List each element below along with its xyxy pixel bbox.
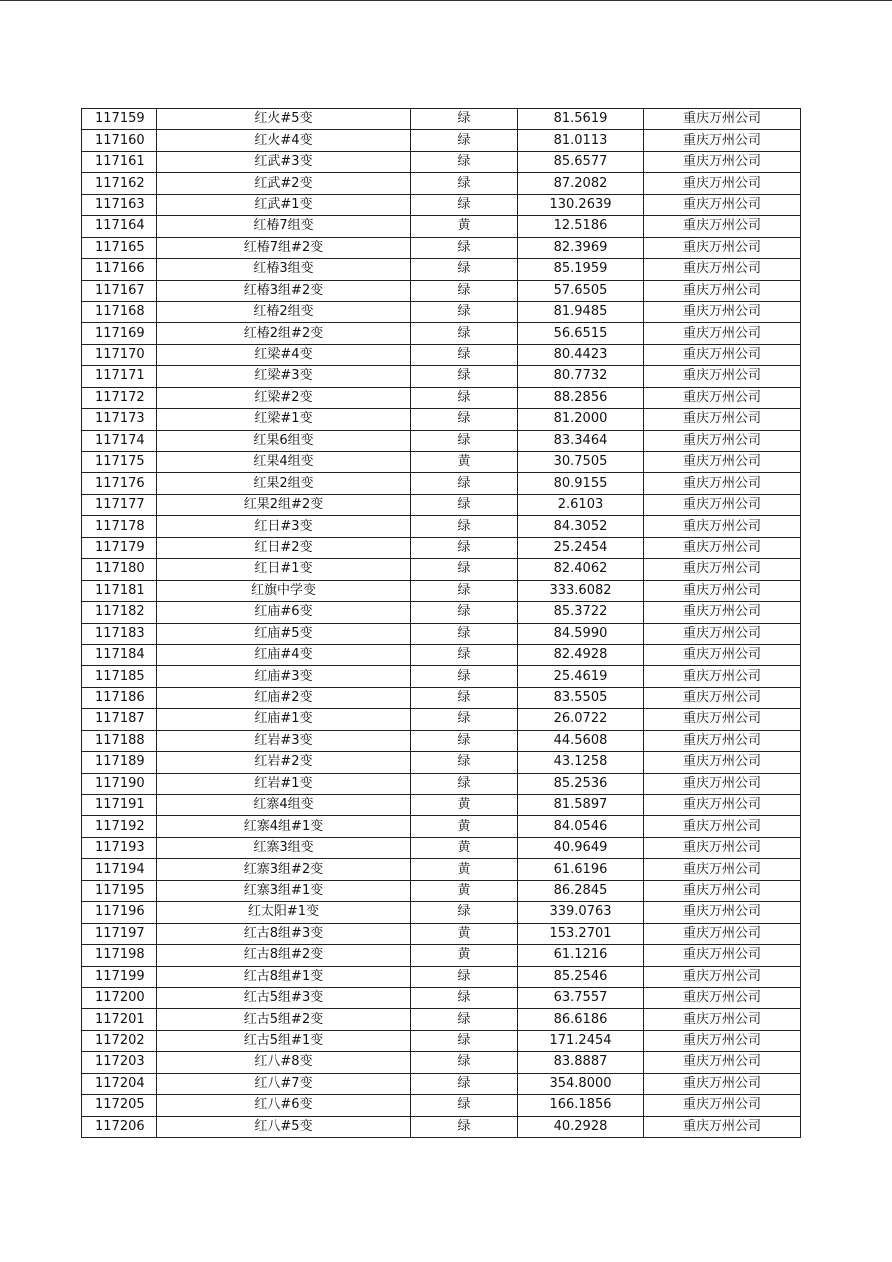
transformer-name-cell: 红武#2变 (157, 173, 411, 194)
transformer-name-cell: 红火#5变 (157, 109, 411, 130)
transformer-name-cell: 红日#1变 (157, 559, 411, 580)
transformer-name-cell: 红武#1变 (157, 194, 411, 215)
table-row (82, 580, 801, 601)
status-cell: 绿 (411, 623, 518, 644)
status-cell: 绿 (411, 559, 518, 580)
row-id-cell: 117201 (82, 1009, 157, 1030)
value-cell: 25.4619 (518, 666, 644, 687)
status-cell: 绿 (411, 987, 518, 1008)
status-cell: 绿 (411, 966, 518, 987)
table-row (82, 816, 801, 837)
transformer-name-cell: 红庙#5变 (157, 623, 411, 644)
row-id-cell: 117183 (82, 623, 157, 644)
table-row (82, 1052, 801, 1073)
row-id-cell: 117187 (82, 709, 157, 730)
table-row (82, 301, 801, 322)
row-id-cell: 117197 (82, 923, 157, 944)
status-cell: 绿 (411, 473, 518, 494)
row-id-cell: 117164 (82, 216, 157, 237)
company-cell: 重庆万州公司 (644, 709, 801, 730)
table-row (82, 1095, 801, 1116)
table-row (82, 151, 801, 172)
value-cell: 85.2546 (518, 966, 644, 987)
status-cell: 绿 (411, 1116, 518, 1137)
row-id-cell: 117192 (82, 816, 157, 837)
row-id-cell: 117163 (82, 194, 157, 215)
status-cell: 绿 (411, 644, 518, 665)
status-cell: 绿 (411, 323, 518, 344)
table-row (82, 666, 801, 687)
transformer-name-cell: 红椿3组#2变 (157, 280, 411, 301)
transformer-name-cell: 红椿2组#2变 (157, 323, 411, 344)
status-cell: 绿 (411, 580, 518, 601)
company-cell: 重庆万州公司 (644, 452, 801, 473)
table-row (82, 623, 801, 644)
row-id-cell: 117202 (82, 1030, 157, 1051)
status-cell: 黄 (411, 452, 518, 473)
company-cell: 重庆万州公司 (644, 387, 801, 408)
status-cell: 绿 (411, 516, 518, 537)
status-cell: 绿 (411, 130, 518, 151)
status-cell: 黄 (411, 945, 518, 966)
status-cell: 绿 (411, 259, 518, 280)
row-id-cell: 117198 (82, 945, 157, 966)
company-cell: 重庆万州公司 (644, 837, 801, 858)
table-row (82, 923, 801, 944)
value-cell: 80.7732 (518, 366, 644, 387)
table-row (82, 795, 801, 816)
table-row (82, 130, 801, 151)
row-id-cell: 117182 (82, 602, 157, 623)
company-cell: 重庆万州公司 (644, 902, 801, 923)
table-row (82, 602, 801, 623)
company-cell: 重庆万州公司 (644, 1052, 801, 1073)
company-cell: 重庆万州公司 (644, 623, 801, 644)
table-row (82, 366, 801, 387)
transformer-name-cell: 红八#8变 (157, 1052, 411, 1073)
row-id-cell: 117190 (82, 773, 157, 794)
transformer-name-cell: 红古5组#3变 (157, 987, 411, 1008)
row-id-cell: 117189 (82, 752, 157, 773)
status-cell: 绿 (411, 194, 518, 215)
value-cell: 171.2454 (518, 1030, 644, 1051)
transformer-name-cell: 红庙#2变 (157, 687, 411, 708)
value-cell: 56.6515 (518, 323, 644, 344)
company-cell: 重庆万州公司 (644, 259, 801, 280)
status-cell: 绿 (411, 173, 518, 194)
transformer-name-cell: 红岩#2变 (157, 752, 411, 773)
value-cell: 83.5505 (518, 687, 644, 708)
row-id-cell: 117167 (82, 280, 157, 301)
table-row (82, 859, 801, 880)
status-cell: 绿 (411, 301, 518, 322)
value-cell: 44.5608 (518, 730, 644, 751)
status-cell: 绿 (411, 687, 518, 708)
transformer-name-cell: 红日#2变 (157, 537, 411, 558)
value-cell: 81.0113 (518, 130, 644, 151)
transformer-name-cell: 红古5组#1变 (157, 1030, 411, 1051)
status-cell: 绿 (411, 752, 518, 773)
transformer-name-cell: 红椿2组变 (157, 301, 411, 322)
transformer-name-cell: 红武#3变 (157, 151, 411, 172)
company-cell: 重庆万州公司 (644, 130, 801, 151)
value-cell: 87.2082 (518, 173, 644, 194)
table-row (82, 752, 801, 773)
row-id-cell: 117181 (82, 580, 157, 601)
company-cell: 重庆万州公司 (644, 945, 801, 966)
row-id-cell: 117185 (82, 666, 157, 687)
row-id-cell: 117203 (82, 1052, 157, 1073)
value-cell: 43.1258 (518, 752, 644, 773)
value-cell: 61.1216 (518, 945, 644, 966)
table-row (82, 709, 801, 730)
status-cell: 绿 (411, 151, 518, 172)
value-cell: 85.3722 (518, 602, 644, 623)
company-cell: 重庆万州公司 (644, 859, 801, 880)
transformer-name-cell: 红果2组#2变 (157, 494, 411, 515)
status-cell: 绿 (411, 430, 518, 451)
row-id-cell: 117205 (82, 1095, 157, 1116)
table-row (82, 216, 801, 237)
value-cell: 2.6103 (518, 494, 644, 515)
value-cell: 80.9155 (518, 473, 644, 494)
transformer-name-cell: 红火#4变 (157, 130, 411, 151)
value-cell: 88.2856 (518, 387, 644, 408)
value-cell: 40.2928 (518, 1116, 644, 1137)
table-row (82, 409, 801, 430)
status-cell: 绿 (411, 1030, 518, 1051)
status-cell: 绿 (411, 1095, 518, 1116)
value-cell: 339.0763 (518, 902, 644, 923)
company-cell: 重庆万州公司 (644, 666, 801, 687)
transformer-name-cell: 红古5组#2变 (157, 1009, 411, 1030)
value-cell: 354.8000 (518, 1073, 644, 1094)
transformer-name-cell: 红寨3组#2变 (157, 859, 411, 880)
transformer-name-cell: 红椿7组#2变 (157, 237, 411, 258)
table-row (82, 1009, 801, 1030)
table-row (82, 987, 801, 1008)
transformer-name-cell: 红庙#4变 (157, 644, 411, 665)
value-cell: 83.3464 (518, 430, 644, 451)
table-row (82, 387, 801, 408)
company-cell: 重庆万州公司 (644, 816, 801, 837)
page-top-border (0, 0, 892, 1)
company-cell: 重庆万州公司 (644, 1095, 801, 1116)
table-row (82, 344, 801, 365)
company-cell: 重庆万州公司 (644, 194, 801, 215)
value-cell: 85.1959 (518, 259, 644, 280)
status-cell: 黄 (411, 816, 518, 837)
transformer-name-cell: 红寨3组变 (157, 837, 411, 858)
table-row (82, 194, 801, 215)
transformer-name-cell: 红庙#6变 (157, 602, 411, 623)
row-id-cell: 117195 (82, 880, 157, 901)
value-cell: 30.7505 (518, 452, 644, 473)
row-id-cell: 117171 (82, 366, 157, 387)
value-cell: 25.2454 (518, 537, 644, 558)
row-id-cell: 117175 (82, 452, 157, 473)
company-cell: 重庆万州公司 (644, 644, 801, 665)
company-cell: 重庆万州公司 (644, 109, 801, 130)
transformer-name-cell: 红岩#3变 (157, 730, 411, 751)
table-row (82, 516, 801, 537)
company-cell: 重庆万州公司 (644, 795, 801, 816)
table-row (82, 1030, 801, 1051)
status-cell: 绿 (411, 494, 518, 515)
row-id-cell: 117170 (82, 344, 157, 365)
table-row (82, 559, 801, 580)
company-cell: 重庆万州公司 (644, 280, 801, 301)
value-cell: 57.6505 (518, 280, 644, 301)
row-id-cell: 117180 (82, 559, 157, 580)
value-cell: 130.2639 (518, 194, 644, 215)
value-cell: 63.7557 (518, 987, 644, 1008)
transformer-name-cell: 红寨4组变 (157, 795, 411, 816)
status-cell: 绿 (411, 1009, 518, 1030)
table-row (82, 280, 801, 301)
table-row (82, 773, 801, 794)
row-id-cell: 117194 (82, 859, 157, 880)
table-row (82, 430, 801, 451)
table-row (82, 494, 801, 515)
company-cell: 重庆万州公司 (644, 602, 801, 623)
table-row (82, 945, 801, 966)
value-cell: 84.0546 (518, 816, 644, 837)
transformer-name-cell: 红太阳#1变 (157, 902, 411, 923)
company-cell: 重庆万州公司 (644, 301, 801, 322)
transformer-name-cell: 红旗中学变 (157, 580, 411, 601)
row-id-cell: 117200 (82, 987, 157, 1008)
row-id-cell: 117191 (82, 795, 157, 816)
value-cell: 40.9649 (518, 837, 644, 858)
company-cell: 重庆万州公司 (644, 730, 801, 751)
company-cell: 重庆万州公司 (644, 430, 801, 451)
table-row (82, 452, 801, 473)
table-row (82, 644, 801, 665)
table-row (82, 1073, 801, 1094)
company-cell: 重庆万州公司 (644, 473, 801, 494)
company-cell: 重庆万州公司 (644, 1116, 801, 1137)
row-id-cell: 117169 (82, 323, 157, 344)
company-cell: 重庆万州公司 (644, 409, 801, 430)
row-id-cell: 117204 (82, 1073, 157, 1094)
status-cell: 黄 (411, 859, 518, 880)
status-cell: 绿 (411, 280, 518, 301)
transformer-name-cell: 红寨4组#1变 (157, 816, 411, 837)
value-cell: 81.9485 (518, 301, 644, 322)
company-cell: 重庆万州公司 (644, 151, 801, 172)
table-row (82, 730, 801, 751)
company-cell: 重庆万州公司 (644, 923, 801, 944)
transformer-name-cell: 红庙#1变 (157, 709, 411, 730)
transformer-table (81, 108, 801, 1138)
value-cell: 153.2701 (518, 923, 644, 944)
company-cell: 重庆万州公司 (644, 880, 801, 901)
table-row (82, 1116, 801, 1137)
status-cell: 绿 (411, 666, 518, 687)
transformer-name-cell: 红八#7变 (157, 1073, 411, 1094)
value-cell: 84.3052 (518, 516, 644, 537)
value-cell: 84.5990 (518, 623, 644, 644)
status-cell: 绿 (411, 602, 518, 623)
table-row (82, 323, 801, 344)
value-cell: 81.5619 (518, 109, 644, 130)
transformer-name-cell: 红梁#2变 (157, 387, 411, 408)
table-row (82, 880, 801, 901)
table-row (82, 237, 801, 258)
row-id-cell: 117162 (82, 173, 157, 194)
value-cell: 82.4928 (518, 644, 644, 665)
company-cell: 重庆万州公司 (644, 237, 801, 258)
status-cell: 绿 (411, 1073, 518, 1094)
transformer-name-cell: 红梁#3变 (157, 366, 411, 387)
row-id-cell: 117186 (82, 687, 157, 708)
table-row (82, 687, 801, 708)
company-cell: 重庆万州公司 (644, 537, 801, 558)
company-cell: 重庆万州公司 (644, 366, 801, 387)
table-row (82, 259, 801, 280)
value-cell: 83.8887 (518, 1052, 644, 1073)
company-cell: 重庆万州公司 (644, 966, 801, 987)
transformer-name-cell: 红庙#3变 (157, 666, 411, 687)
company-cell: 重庆万州公司 (644, 216, 801, 237)
value-cell: 81.2000 (518, 409, 644, 430)
status-cell: 绿 (411, 730, 518, 751)
row-id-cell: 117188 (82, 730, 157, 751)
status-cell: 黄 (411, 216, 518, 237)
value-cell: 166.1856 (518, 1095, 644, 1116)
transformer-name-cell: 红八#5变 (157, 1116, 411, 1137)
row-id-cell: 117174 (82, 430, 157, 451)
value-cell: 61.6196 (518, 859, 644, 880)
company-cell: 重庆万州公司 (644, 1030, 801, 1051)
status-cell: 绿 (411, 1052, 518, 1073)
row-id-cell: 117196 (82, 902, 157, 923)
company-cell: 重庆万州公司 (644, 559, 801, 580)
value-cell: 12.5186 (518, 216, 644, 237)
status-cell: 绿 (411, 537, 518, 558)
transformer-name-cell: 红寨3组#1变 (157, 880, 411, 901)
row-id-cell: 117199 (82, 966, 157, 987)
value-cell: 333.6082 (518, 580, 644, 601)
company-cell: 重庆万州公司 (644, 752, 801, 773)
row-id-cell: 117193 (82, 837, 157, 858)
value-cell: 26.0722 (518, 709, 644, 730)
value-cell: 82.4062 (518, 559, 644, 580)
table-row (82, 902, 801, 923)
transformer-name-cell: 红椿7组变 (157, 216, 411, 237)
table-row (82, 837, 801, 858)
company-cell: 重庆万州公司 (644, 173, 801, 194)
row-id-cell: 117159 (82, 109, 157, 130)
status-cell: 绿 (411, 366, 518, 387)
row-id-cell: 117178 (82, 516, 157, 537)
transformer-name-cell: 红八#6变 (157, 1095, 411, 1116)
status-cell: 绿 (411, 344, 518, 365)
status-cell: 黄 (411, 880, 518, 901)
row-id-cell: 117184 (82, 644, 157, 665)
transformer-name-cell: 红梁#1变 (157, 409, 411, 430)
status-cell: 绿 (411, 409, 518, 430)
value-cell: 85.2536 (518, 773, 644, 794)
company-cell: 重庆万州公司 (644, 1009, 801, 1030)
company-cell: 重庆万州公司 (644, 344, 801, 365)
transformer-name-cell: 红日#3变 (157, 516, 411, 537)
value-cell: 86.6186 (518, 1009, 644, 1030)
transformer-name-cell: 红梁#4变 (157, 344, 411, 365)
row-id-cell: 117206 (82, 1116, 157, 1137)
status-cell: 绿 (411, 902, 518, 923)
transformer-name-cell: 红椿3组变 (157, 259, 411, 280)
transformer-name-cell: 红古8组#1变 (157, 966, 411, 987)
row-id-cell: 117168 (82, 301, 157, 322)
value-cell: 80.4423 (518, 344, 644, 365)
transformer-name-cell: 红古8组#2变 (157, 945, 411, 966)
transformer-name-cell: 红果4组变 (157, 452, 411, 473)
company-cell: 重庆万州公司 (644, 773, 801, 794)
value-cell: 85.6577 (518, 151, 644, 172)
row-id-cell: 117166 (82, 259, 157, 280)
status-cell: 绿 (411, 387, 518, 408)
row-id-cell: 117176 (82, 473, 157, 494)
table-row (82, 473, 801, 494)
status-cell: 绿 (411, 109, 518, 130)
value-cell: 86.2845 (518, 880, 644, 901)
transformer-name-cell: 红果6组变 (157, 430, 411, 451)
value-cell: 81.5897 (518, 795, 644, 816)
value-cell: 82.3969 (518, 237, 644, 258)
row-id-cell: 117179 (82, 537, 157, 558)
company-cell: 重庆万州公司 (644, 580, 801, 601)
table-row (82, 966, 801, 987)
company-cell: 重庆万州公司 (644, 1073, 801, 1094)
company-cell: 重庆万州公司 (644, 987, 801, 1008)
table-row (82, 537, 801, 558)
row-id-cell: 117172 (82, 387, 157, 408)
status-cell: 绿 (411, 237, 518, 258)
company-cell: 重庆万州公司 (644, 323, 801, 344)
table-row (82, 173, 801, 194)
row-id-cell: 117161 (82, 151, 157, 172)
status-cell: 黄 (411, 837, 518, 858)
table-body (82, 109, 801, 1138)
company-cell: 重庆万州公司 (644, 516, 801, 537)
transformer-name-cell: 红岩#1变 (157, 773, 411, 794)
company-cell: 重庆万州公司 (644, 687, 801, 708)
table-row (82, 109, 801, 130)
status-cell: 绿 (411, 773, 518, 794)
row-id-cell: 117160 (82, 130, 157, 151)
status-cell: 黄 (411, 923, 518, 944)
status-cell: 绿 (411, 709, 518, 730)
row-id-cell: 117173 (82, 409, 157, 430)
company-cell: 重庆万州公司 (644, 494, 801, 515)
row-id-cell: 117177 (82, 494, 157, 515)
transformer-name-cell: 红古8组#3变 (157, 923, 411, 944)
row-id-cell: 117165 (82, 237, 157, 258)
transformer-name-cell: 红果2组变 (157, 473, 411, 494)
status-cell: 黄 (411, 795, 518, 816)
